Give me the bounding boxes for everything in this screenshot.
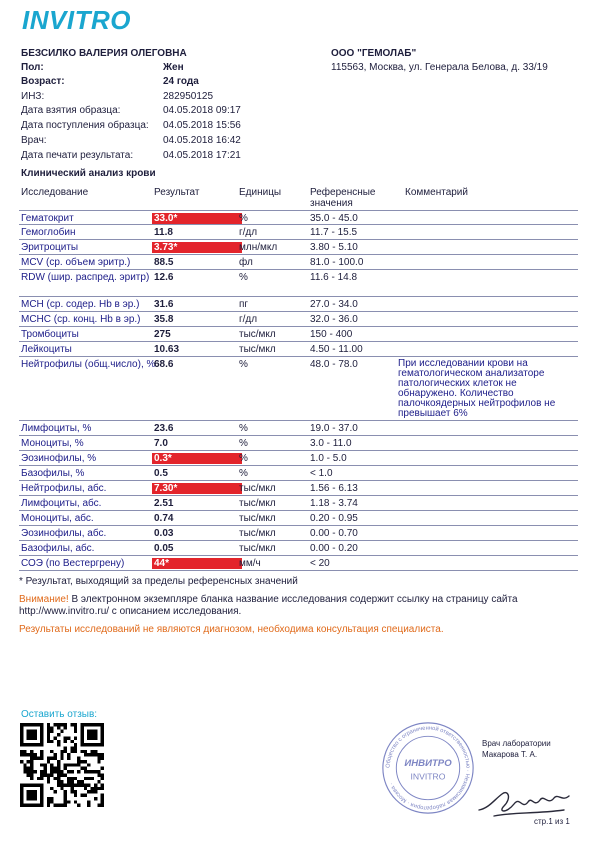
patient-field-label: Дата поступления образца: bbox=[21, 120, 149, 131]
patient-field-value: 04.05.2018 09:17 bbox=[163, 105, 241, 116]
test-name: СОЭ (по Вестергрену) bbox=[21, 558, 125, 569]
unit: % bbox=[239, 453, 248, 464]
unit: мм/ч bbox=[239, 558, 261, 569]
unit: пг bbox=[239, 299, 249, 310]
unit: млн/мкл bbox=[239, 242, 278, 253]
patient-field-label: Врач: bbox=[21, 135, 47, 146]
test-name: Гемоглобин bbox=[21, 227, 76, 238]
result-value: 11.8 bbox=[154, 227, 173, 238]
unit: тыс/мкл bbox=[239, 329, 276, 340]
result-value: 10.63 bbox=[154, 344, 180, 355]
invitro-logo: INVITRO bbox=[22, 5, 131, 35]
result-value: 31.6 bbox=[154, 299, 174, 310]
patient-field-label: ИНЗ: bbox=[21, 91, 45, 102]
reference-range: 19.0 - 37.0 bbox=[310, 423, 358, 434]
result-value: 7.0 bbox=[154, 438, 168, 449]
test-name: Нейтрофилы, абс. bbox=[21, 483, 107, 494]
result-value: 35.8 bbox=[154, 314, 174, 325]
test-name: Тромбоциты bbox=[21, 329, 79, 340]
result-value: 68.6 bbox=[154, 359, 174, 370]
attention-word: Внимание! bbox=[19, 594, 69, 605]
stamp-text-top: ИНВИТРО bbox=[404, 758, 452, 770]
reference-range: 3.80 - 5.10 bbox=[310, 242, 358, 253]
patient-field-label: Дата взятия образца: bbox=[21, 105, 121, 116]
result-value: 0.03 bbox=[154, 528, 174, 539]
test-name: MCH (ср. содер. Hb в эр.) bbox=[21, 299, 140, 310]
result-value: 2.51 bbox=[154, 498, 174, 509]
reference-range: 48.0 - 78.0 bbox=[310, 359, 358, 370]
reference-range: < 20 bbox=[310, 558, 330, 569]
reference-range: < 1.0 bbox=[310, 468, 333, 479]
table-row bbox=[19, 296, 578, 312]
reference-range: 1.18 - 3.74 bbox=[310, 498, 358, 509]
table-row bbox=[19, 239, 578, 255]
qr-code[interactable] bbox=[20, 723, 104, 807]
test-name: MCV (ср. объем эритр.) bbox=[21, 257, 131, 268]
table-row bbox=[19, 525, 578, 541]
doctor-name: Макарова Т. А. bbox=[482, 750, 538, 759]
result-value: 12.6 bbox=[154, 272, 174, 283]
stamp-text-bottom: INVITRO bbox=[410, 771, 446, 782]
patient-field-label: Дата печати результата: bbox=[21, 150, 134, 161]
reference-range: 35.0 - 45.0 bbox=[310, 213, 358, 224]
test-name: Лимфоциты, % bbox=[21, 423, 92, 434]
feedback-label: Оставить отзыв: bbox=[21, 709, 98, 720]
unit: % bbox=[239, 438, 248, 449]
result-value-flagged: 0.3* bbox=[152, 453, 242, 464]
unit: тыс/мкл bbox=[239, 528, 276, 539]
test-name: Эозинофилы, абс. bbox=[21, 528, 107, 539]
attention-text: В электронном экземпляре бланка название исследования содержит ссылку на страницу сайта http://www.invitro.ru/ с описанием исследования. bbox=[19, 594, 518, 617]
table-row bbox=[19, 555, 578, 571]
patient-field-value: Жен bbox=[163, 62, 184, 73]
result-value-flagged: 44* bbox=[152, 558, 242, 569]
table-row bbox=[19, 480, 578, 496]
patient-field-value: 04.05.2018 15:56 bbox=[163, 120, 241, 131]
unit: % bbox=[239, 423, 248, 434]
table-row bbox=[19, 540, 578, 556]
header-comment: Комментарий bbox=[405, 187, 468, 198]
table-row bbox=[19, 341, 578, 357]
test-name: Базофилы, % bbox=[21, 468, 85, 479]
test-name: Эозинофилы, % bbox=[21, 453, 97, 464]
reference-range: 27.0 - 34.0 bbox=[310, 299, 358, 310]
reference-range: 4.50 - 11.00 bbox=[310, 344, 363, 355]
header-result: Результат bbox=[154, 187, 200, 198]
table-row bbox=[19, 356, 578, 421]
patient-field-label: Пол: bbox=[21, 62, 44, 73]
patient-name: БЕЗСИЛКО ВАЛЕРИЯ ОЛЕГОВНА bbox=[21, 48, 187, 59]
test-name: Нейтрофилы (общ.число), % bbox=[21, 359, 156, 370]
result-value: 0.05 bbox=[154, 543, 174, 554]
reference-range: 32.0 - 36.0 bbox=[310, 314, 358, 325]
test-name: Лимфоциты, абс. bbox=[21, 498, 102, 509]
reference-range: 1.56 - 6.13 bbox=[310, 483, 358, 494]
unit: % bbox=[239, 272, 248, 283]
test-name: Эритроциты bbox=[21, 242, 79, 253]
lab-address: 115563, Москва, ул. Генерала Белова, д. 33/19 bbox=[331, 62, 548, 73]
comment: При исследовании крови на гематологическом анализаторе патологических клеток не обнаружено. Количество палочкоядерных нейтрофилов не превышает 6% bbox=[398, 358, 556, 419]
stamp-ring-text: Общество с ограниченной ответственностью · Независимая лаборатория · Москва · bbox=[385, 725, 471, 811]
table-row bbox=[19, 254, 578, 270]
section-title: Клинический анализ крови bbox=[21, 168, 156, 179]
lab-stamp bbox=[380, 720, 476, 816]
attention-note bbox=[19, 594, 579, 618]
table-bottom-border bbox=[19, 570, 578, 571]
result-value: 88.5 bbox=[154, 257, 174, 268]
reference-range: 150 - 400 bbox=[310, 329, 353, 340]
unit: % bbox=[239, 213, 248, 224]
patient-field-value: 04.05.2018 16:42 bbox=[163, 135, 241, 146]
reference-range: 1.0 - 5.0 bbox=[310, 453, 347, 464]
reference-range: 0.00 - 0.20 bbox=[310, 543, 358, 554]
test-name: Гематокрит bbox=[21, 213, 74, 224]
result-value-flagged: 7.30* bbox=[152, 483, 242, 494]
table-row bbox=[19, 495, 578, 511]
unit: тыс/мкл bbox=[239, 344, 276, 355]
unit: тыс/мкл bbox=[239, 543, 276, 554]
header-reference: Референсные значения bbox=[310, 187, 376, 209]
table-row bbox=[19, 326, 578, 342]
patient-field-value: 04.05.2018 17:21 bbox=[163, 150, 241, 161]
table-row bbox=[19, 510, 578, 526]
patient-field-value: 282950125 bbox=[163, 91, 214, 102]
reference-range: 0.20 - 0.95 bbox=[310, 513, 358, 524]
result-value: 0.74 bbox=[154, 513, 174, 524]
patient-field-label: Возраст: bbox=[21, 76, 65, 87]
reference-range: 0.00 - 0.70 bbox=[310, 528, 358, 539]
reference-range: 3.0 - 11.0 bbox=[310, 438, 352, 449]
table-row bbox=[19, 210, 578, 225]
result-value-flagged: 3.73* bbox=[152, 242, 242, 253]
result-value: 0.5 bbox=[154, 468, 168, 479]
table-row bbox=[19, 420, 578, 436]
unit: % bbox=[239, 359, 248, 370]
table-row bbox=[19, 435, 578, 451]
table-row bbox=[19, 311, 578, 327]
header-test: Исследование bbox=[21, 187, 89, 198]
table-row bbox=[19, 269, 578, 297]
reference-range: 81.0 - 100.0 bbox=[310, 257, 364, 268]
test-name: Базофилы, абс. bbox=[21, 543, 95, 554]
unit: г/дл bbox=[239, 227, 258, 238]
doctor-title: Врач лаборатории bbox=[482, 739, 551, 748]
result-value: 23.6 bbox=[154, 423, 174, 434]
unit: тыс/мкл bbox=[239, 498, 276, 509]
result-value-flagged: 33.0* bbox=[152, 213, 242, 224]
patient-field-value: 24 года bbox=[163, 76, 199, 87]
page-number: стр.1 из 1 bbox=[534, 817, 570, 826]
table-row bbox=[19, 465, 578, 481]
lab-name: ООО "ГЕМОЛАБ" bbox=[331, 48, 417, 59]
unit: % bbox=[239, 468, 248, 479]
table-row bbox=[19, 224, 578, 240]
reference-range: 11.7 - 15.5 bbox=[310, 227, 358, 238]
test-name: MCHC (ср. конц. Hb в эр.) bbox=[21, 314, 141, 325]
reference-range: 11.6 - 14.8 bbox=[310, 272, 358, 283]
signature bbox=[474, 780, 574, 820]
unit: тыс/мкл bbox=[239, 483, 276, 494]
test-name: RDW (шир. распред. эритр) bbox=[21, 272, 150, 283]
unit: г/дл bbox=[239, 314, 258, 325]
test-name: Моноциты, % bbox=[21, 438, 84, 449]
disclaimer: Результаты исследований не являются диагнозом, необходима консультация специалиста. bbox=[19, 624, 444, 635]
result-value: 275 bbox=[154, 329, 171, 340]
unit: фл bbox=[239, 257, 253, 268]
table-row bbox=[19, 450, 578, 466]
footnote: * Результат, выходящий за пределы референсных значений bbox=[19, 576, 298, 587]
unit: тыс/мкл bbox=[239, 513, 276, 524]
test-name: Лейкоциты bbox=[21, 344, 72, 355]
test-name: Моноциты, абс. bbox=[21, 513, 94, 524]
header-units: Единицы bbox=[239, 187, 282, 198]
